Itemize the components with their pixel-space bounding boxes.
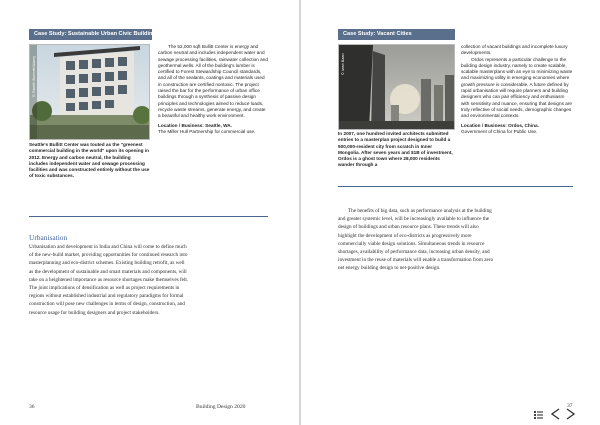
section-divider xyxy=(29,216,268,217)
page-number: 36 xyxy=(29,404,35,410)
photo-credit: © Iwan Baan xyxy=(341,53,345,75)
case-study-header: Case Study: Vacant Cities xyxy=(338,29,455,40)
section-divider xyxy=(338,186,573,187)
partner-line: The Miller Hull Partnership for commercial use. xyxy=(158,128,256,134)
ordos-city-photo xyxy=(338,44,455,130)
bullitt-center-photo xyxy=(29,44,150,140)
photo-caption xyxy=(338,131,455,169)
right-page xyxy=(301,0,600,425)
list-menu-icon[interactable] xyxy=(534,411,543,419)
location-line: Location / Business: Ordos, China. xyxy=(461,122,539,128)
page-number: 37 xyxy=(567,403,573,409)
partner-line: Government of China for Public Use. xyxy=(461,128,538,134)
photo-credit: © Gareth Bennett/Alamy xyxy=(32,55,36,97)
case-study-body xyxy=(158,44,268,135)
body-paragraph: The 52,000 sqft Bullitt Center is energy and carbon neutral and includes independent water and sewage processing facilities, rainwater collection and geothermal wells. All of the building's lumber is certified to Forest Stewardship Council standards, and all of the sealants, coatings and materials used in construction are certified nontoxic. The project raised the bar for the performance of urban office buildings through a synthesis of passive design principles and technologies aimed to reduce loads, recycle waste streams, generate energy, and create a beautiful and healthy work environment. xyxy=(158,44,268,119)
case-study-body xyxy=(461,44,573,135)
section-paragraph: The benefits of big data, such as performance analysis at the building and greater systemic level, will be increasingly available to influence the design of buildings and urban resource plans. These trends will also highlight the development of eco-districts as progressively more commercially viable design solutions. Simultaneous trends in resource shortages, availability of performance data, increasing urban density, and investment in the reuse of materials will enable a transformation from zero net energy building design to net-positive design. xyxy=(338,208,494,272)
caption-text: In 2007, one hundred invited architects submitted entries to a masterplan project designed to build a 500,000-resident city from scratch in Inner Mongolia. After seven years and $1B of investment, Ordos is a ghost town where 28,000 residents wander through a xyxy=(338,131,453,168)
building-illustration xyxy=(30,45,150,140)
section-paragraph: Urbanisation and development in India and China will come to define much of the new-build market, providing opportunities for continued research into masterplanning and eco-district schemes. Existing building retrofit, as well as the development of sustainable and smart materials and components, will take on a heightened importance as resource shortages make themselves felt. The joint implications of densification as well as project requirements in regions without established industrial and regulatory paradigms for formal construction will pose new challenges in terms of design, construction, and resource usage for building designers and project stakeholders. xyxy=(29,244,189,316)
continued-paragraph: collection of vacant buildings and incomplete luxury developments. xyxy=(461,44,568,56)
section-body xyxy=(29,243,189,317)
caption-text: Seattle's Bullitt Center was touted as the "greenest commercial building in the world" upon its opening in 2012. Energy and carbon neutral, the building includes independent water and sewage processing facilities and was constructed entirely without the use of toxic substances. xyxy=(29,142,150,179)
section-body xyxy=(338,207,498,273)
chevron-right-icon[interactable] xyxy=(566,408,575,420)
photo-caption xyxy=(29,142,150,180)
body-paragraph: Ordos represents a particular challenge to the building design industry, namely to create scalable, scalable masterplans with an eye to minimizing waste and maximizing utility in emerging economies where growth pressure is considerable. A future defined by rapid urbanisation will require planners and building designers who can pair efficiency and enthusiasm with sensitivity and nuance, ensuring that designs are truly reflective of social needs, demographic changes and environmental contexts. xyxy=(461,56,573,119)
location-line: Location / Business: Seattle, WA. xyxy=(158,122,232,128)
case-study-header: Case Study: Sustainable Urban Civic Buildings xyxy=(29,29,152,40)
section-title: Urbanisation xyxy=(29,233,68,242)
ghost-city-illustration xyxy=(339,45,455,130)
running-footer: Building Design 2020 xyxy=(196,404,246,410)
left-page xyxy=(0,0,299,425)
chevron-left-icon[interactable] xyxy=(551,408,560,420)
